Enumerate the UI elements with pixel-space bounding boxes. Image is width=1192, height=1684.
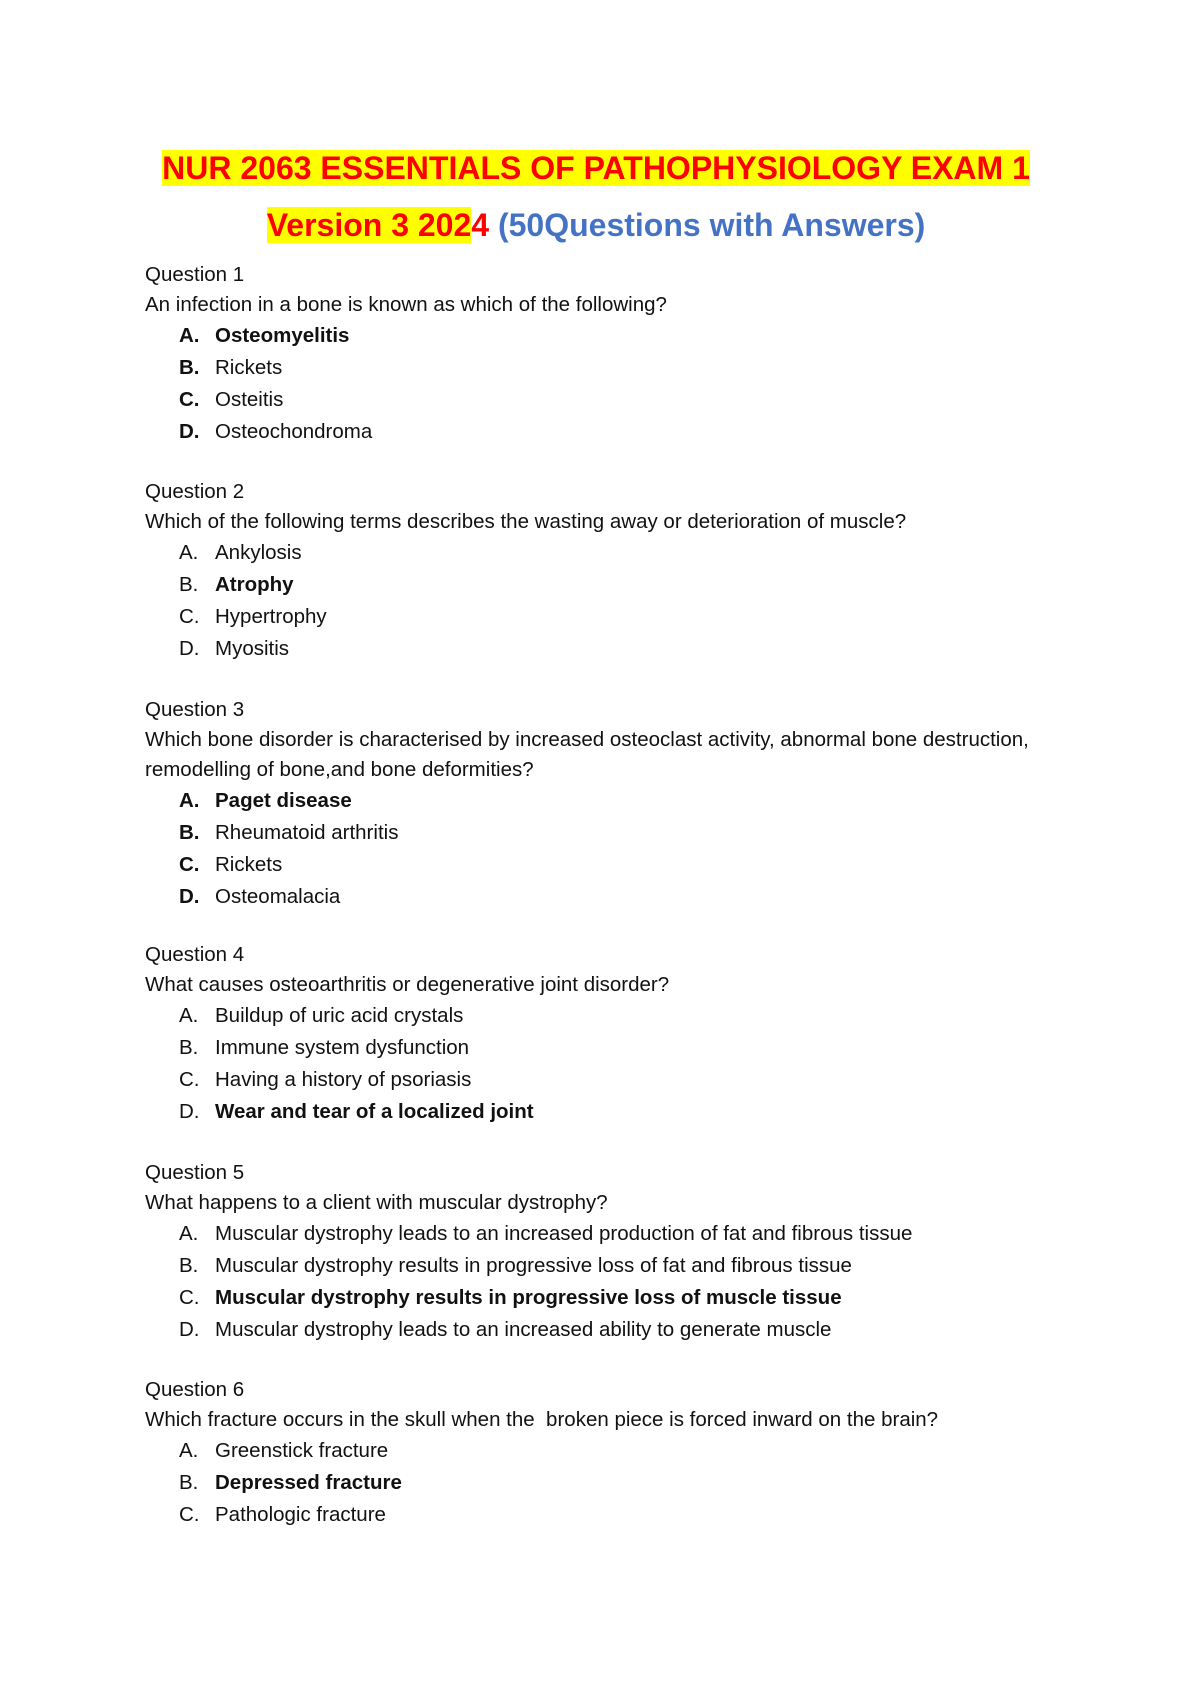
question-stem: Which fracture occurs in the skull when the broken piece is forced inward on the brain? <box>145 1408 939 1431</box>
option-letter: C. <box>179 1503 200 1526</box>
answer-option <box>145 352 1045 384</box>
title-line-1: NUR 2063 ESSENTIALS OF PATHOPHYSIOLOGY EXAM 1 <box>162 150 1030 186</box>
option-text: Hypertrophy <box>215 605 327 628</box>
question-block <box>145 695 1045 913</box>
answer-option <box>145 849 1045 881</box>
answer-option <box>145 1499 1045 1531</box>
document-title-line-1 <box>0 149 1192 187</box>
option-text: Muscular dystrophy results in progressive loss of fat and fibrous tissue <box>215 1254 852 1277</box>
option-letter: A. <box>179 1439 199 1462</box>
question-label: Question 6 <box>145 1378 245 1401</box>
correct-option-text: Paget disease <box>215 789 352 812</box>
option-letter: A. <box>179 1222 199 1245</box>
option-letter: B. <box>179 573 199 596</box>
option-text: Buildup of uric acid crystals <box>215 1004 464 1027</box>
option-letter: D. <box>179 885 200 908</box>
answer-option <box>145 1435 1045 1467</box>
answer-option <box>145 881 1045 913</box>
correct-option-text: Osteomyelitis <box>215 324 350 347</box>
answer-option <box>145 1282 1045 1314</box>
option-text: Ankylosis <box>215 541 302 564</box>
option-letter: C. <box>179 1286 200 1309</box>
answer-option <box>145 633 1045 665</box>
correct-option-text: Wear and tear of a localized joint <box>215 1100 534 1123</box>
question-block <box>145 260 1045 448</box>
option-letter: B. <box>179 356 200 379</box>
answer-option <box>145 320 1045 352</box>
answer-option <box>145 1218 1045 1250</box>
answer-option <box>145 1096 1045 1128</box>
option-text: Rickets <box>215 356 283 379</box>
answer-option <box>145 1314 1045 1346</box>
question-stem: Which of the following terms describes the wasting away or deterioration of muscle? <box>145 510 907 533</box>
question-stem: What happens to a client with muscular dystrophy? <box>145 1191 608 1214</box>
option-text: Osteochondroma <box>215 420 373 443</box>
option-letter: D. <box>179 420 200 443</box>
option-letter: A. <box>179 324 200 347</box>
option-text: Immune system dysfunction <box>215 1036 470 1059</box>
question-label: Question 1 <box>145 263 245 286</box>
question-block <box>145 1158 1045 1346</box>
answer-option <box>145 416 1045 448</box>
option-text: Having a history of psoriasis <box>215 1068 472 1091</box>
option-letter: D. <box>179 1100 200 1123</box>
correct-option-text: Muscular dystrophy results in progressive loss of muscle tissue <box>215 1286 842 1309</box>
question-block <box>145 477 1045 665</box>
option-letter: D. <box>179 1318 200 1341</box>
answer-option <box>145 1000 1045 1032</box>
option-letter: B. <box>179 1036 199 1059</box>
answer-option <box>145 1032 1045 1064</box>
option-text: Greenstick fracture <box>215 1439 389 1462</box>
option-letter: C. <box>179 1068 200 1091</box>
question-stem: What causes osteoarthritis or degenerative joint disorder? <box>145 973 670 996</box>
option-letter: B. <box>179 1471 199 1494</box>
answer-option <box>145 1250 1045 1282</box>
option-letter: C. <box>179 605 200 628</box>
answer-option <box>145 1064 1045 1096</box>
correct-option-text: Atrophy <box>215 573 294 596</box>
option-text: Muscular dystrophy leads to an increased production of fat and fibrous tissue <box>215 1222 913 1245</box>
option-letter: B. <box>179 821 200 844</box>
answer-option <box>145 1467 1045 1499</box>
option-letter: A. <box>179 1004 199 1027</box>
option-letter: A. <box>179 541 199 564</box>
option-text: Pathologic fracture <box>215 1503 386 1526</box>
question-block <box>145 1375 1045 1531</box>
question-label: Question 2 <box>145 480 245 503</box>
option-text: Myositis <box>215 637 290 660</box>
question-stem: An infection in a bone is known as which of the following? <box>145 293 667 316</box>
answer-option <box>145 569 1045 601</box>
question-block <box>145 940 1045 1128</box>
question-label: Question 4 <box>145 943 245 966</box>
answer-option <box>145 537 1045 569</box>
option-text: Osteomalacia <box>215 885 341 908</box>
answer-option <box>145 384 1045 416</box>
question-label: Question 3 <box>145 698 245 721</box>
title-question-count: (50Questions with Answers) <box>489 207 926 243</box>
option-text: Rheumatoid arthritis <box>215 821 399 844</box>
title-version-last-digit: 4 <box>471 207 490 243</box>
option-letter: C. <box>179 388 200 411</box>
option-text: Rickets <box>215 853 283 876</box>
option-text: Muscular dystrophy leads to an increased ability to generate muscle <box>215 1318 832 1341</box>
answer-option <box>145 785 1045 817</box>
question-label: Question 5 <box>145 1161 245 1184</box>
answer-option <box>145 817 1045 849</box>
option-letter: B. <box>179 1254 199 1277</box>
correct-option-text: Depressed fracture <box>215 1471 402 1494</box>
option-letter: A. <box>179 789 200 812</box>
document-title-line-2 <box>0 206 1192 244</box>
option-letter: D. <box>179 637 200 660</box>
title-version-highlighted: Version 3 202 <box>266 207 472 243</box>
option-text: Osteitis <box>215 388 284 411</box>
option-letter: C. <box>179 853 200 876</box>
question-stem: Which bone disorder is characterised by increased osteoclast activity, abnormal bone destruction, remodelling of bone,and bone deformities? <box>145 728 1035 781</box>
answer-option <box>145 601 1045 633</box>
